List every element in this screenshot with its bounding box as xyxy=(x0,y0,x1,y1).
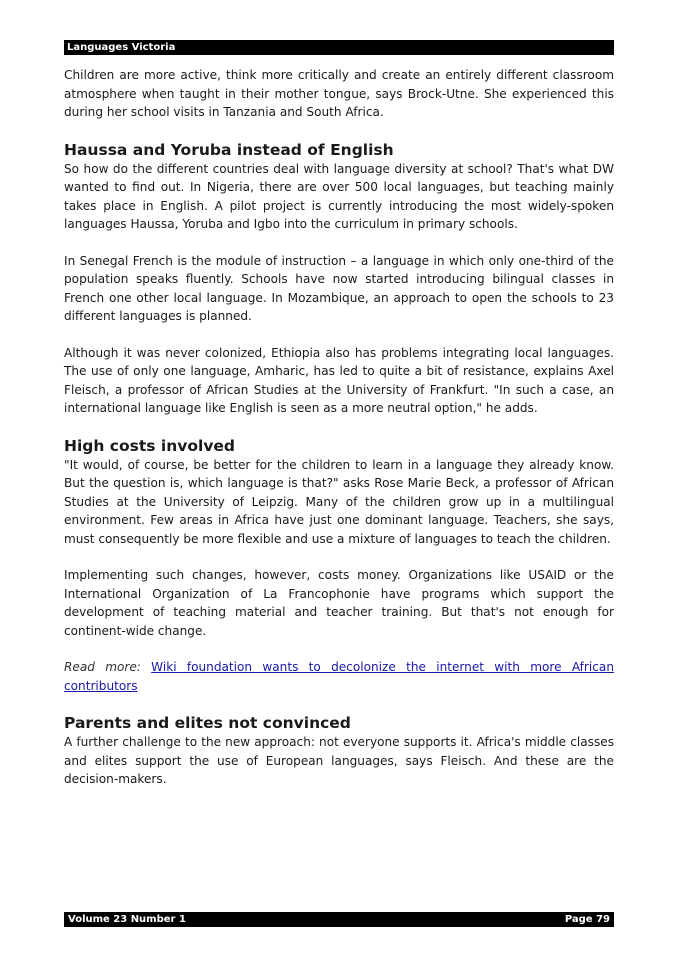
paragraph: In Senegal French is the module of instruction – a language in which only one-third of the population speaks fluently. Schools have now started introducing bilingual classes in French one other local language. In Mozambique, an approach to open the schools to 23 different languages is planned. xyxy=(64,253,614,323)
footer-bar xyxy=(64,912,614,927)
footer-page-number: Page 79 xyxy=(564,914,610,925)
paragraph: "It would, of course, be better for the children to learn in a language they already know. But the question is, which language is that?" asks Rose Marie Beck, a professor of African Studies at the University of Leipzig. Many of the children grow up in a multilingual environment. Few areas in Africa have just one dominant language. Teachers, she says, must consequently be more flexible and use a mixture of languages to teach the children. xyxy=(64,457,614,546)
read-more xyxy=(64,658,614,695)
paragraph: Children are more active, think more critically and create an entirely different classroom atmosphere when taught in their mother tongue, says Brock-Utne. She experienced this during her school visits in Tanzania and South Africa. xyxy=(64,68,614,119)
read-more-link[interactable]: Wiki foundation wants to decolonize the internet with more African contributors xyxy=(64,660,614,693)
header-bar xyxy=(64,40,614,55)
read-more-prefix: Read more: xyxy=(64,660,152,674)
footer-volume: Volume 23 Number 1 xyxy=(68,914,186,925)
section-heading-haussa-yoruba: Haussa and Yoruba instead of English xyxy=(64,140,394,159)
section-heading-parents-elites: Parents and elites not convinced xyxy=(64,714,351,732)
paragraph: Implementing such changes, however, costs money. Organizations like USAID or the International Organization of La Francophonie have programs which support the development of teaching material and teacher training. But that's not enough for continent-wide change. xyxy=(64,568,614,638)
paragraph: Although it was never colonized, Ethiopia also has problems integrating local languages. The use of only one language, Amharic, has led to quite a bit of resistance, explains Axel Fleisch, a professor of African Studies at the University of Frankfurt. "In such a case, an international language like English is seen as a more neutral option," he adds. xyxy=(64,345,614,415)
article-body xyxy=(64,66,614,807)
header-title: Languages Victoria xyxy=(67,42,176,53)
paragraph: A further challenge to the new approach: not everyone supports it. Africa's middle classes and elites support the use of European languages, says Fleisch. And these are the decision-makers. xyxy=(64,735,614,786)
section-heading-high-costs: High costs involved xyxy=(64,436,236,455)
paragraph: So how do the different countries deal with language diversity at school? That's what DW wanted to find out. In Nigeria, there are over 500 local languages, but teaching mainly takes place in English. A pilot project is currently introducing the most widely-spoken languages Haussa, Yoruba and Igbo into the curriculum in primary schools. xyxy=(64,161,614,231)
